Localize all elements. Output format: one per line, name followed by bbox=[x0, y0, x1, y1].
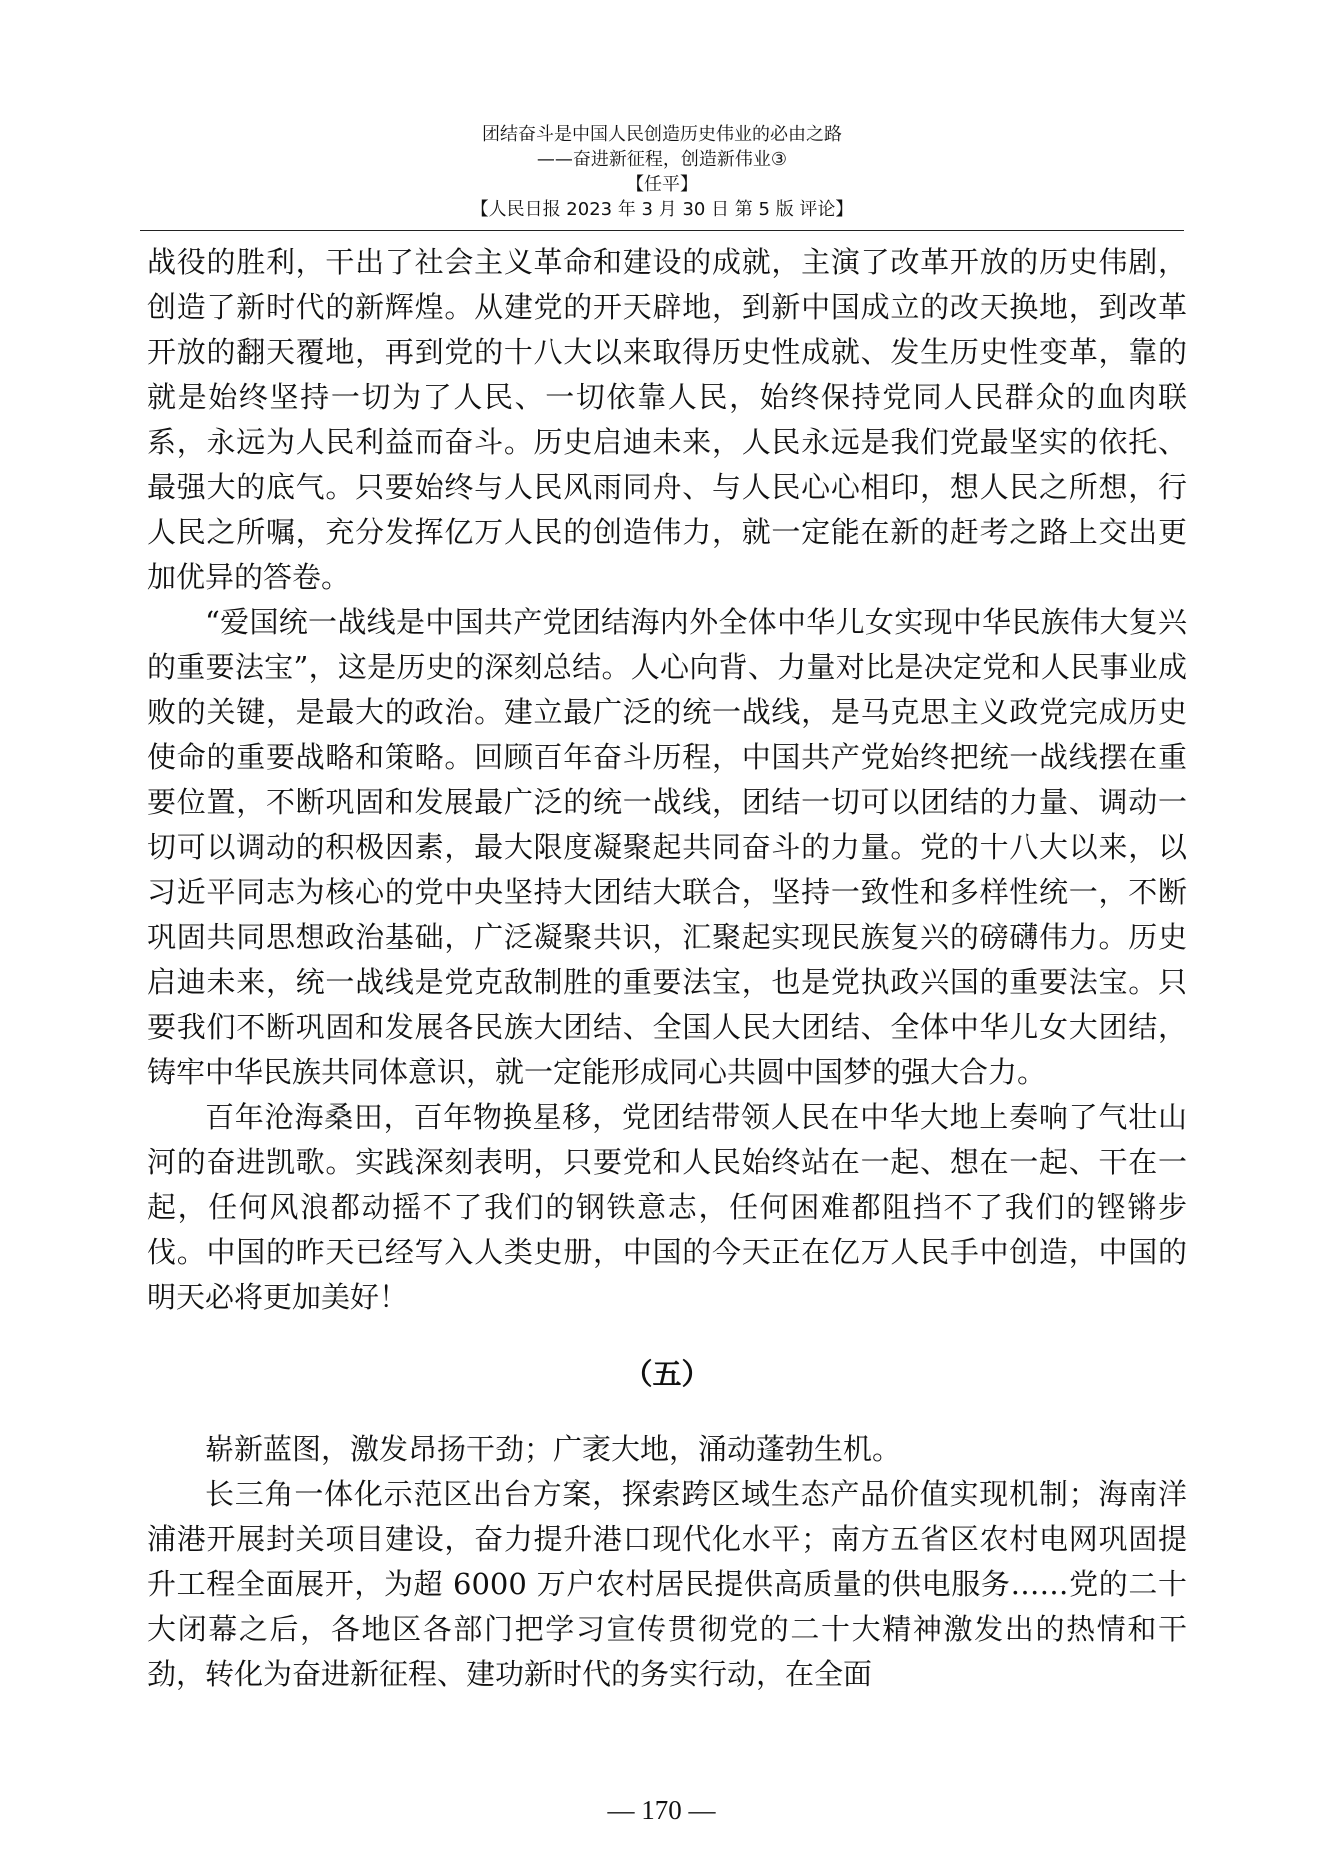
paragraph-united-front: “爱国统一战线是中国共产党团结海内外全体中华儿女实现中华民族伟大复兴的重要法宝”，这是历史的深刻总结。人心向背、力量对比是决定党和人民事业成败的关键，是最大的政治。建立最广泛的统一战线，是马克思主义政党完成历史使命的重要战略和策略。回顾百年奋斗历程，中国共产党始终把统一战线摆在重要位置，不断巩固和发展最广泛的统一战线，团结一切可以团结的力量、调动一切可以调动的积极因素，最大限度凝聚起共同奋斗的力量。党的十八大以来，以习近平同志为核心的党中央坚持大团结大联合，坚持一致性和多样性统一，不断巩固共同思想政治基础，广泛凝聚共识，汇聚起实现民族复兴的磅礴伟力。历史启迪未来，统一战线是党克敌制胜的重要法宝，也是党执政兴国的重要法宝。只要我们不断巩固和发展各民族大团结、全国人民大团结、全体中华儿女大团结，铸牢中华民族共同体意识，就一定能形成同心共圆中国梦的强大合力。 bbox=[147, 605, 1187, 1089]
page-number: — 170 — bbox=[607, 1795, 716, 1825]
article-body bbox=[147, 240, 1187, 1697]
article-title: 团结奋斗是中国人民创造历史伟业的必由之路 bbox=[482, 124, 842, 145]
article-author: 【任平】 bbox=[626, 174, 698, 195]
paragraph-regional-actions: 长三角一体化示范区出台方案，探索跨区域生态产品价值实现机制；海南洋浦港开展封关项目建设，奋力提升港口现代化水平；南方五省区农村电网巩固提升工程全面展开，为超 6000 万户农村居民提供高质量的供电服务……党的二十大闭幕之后，各地区各部门把学习宣传贯彻党的二十大精神激发出的热情和干劲，转化为奋进新征程、建功新时代的务实行动，在全面 bbox=[147, 1477, 1187, 1691]
paragraph-blueprint: 崭新蓝图，激发昂扬干劲；广袤大地，涌动蓬勃生机。 bbox=[205, 1432, 902, 1466]
article-source: 【人民日报 2023 年 3 月 30 日 第 5 版 评论】 bbox=[470, 199, 854, 220]
article-subtitle: ——奋进新征程，创造新伟业③ bbox=[536, 149, 788, 170]
header-divider bbox=[140, 230, 1184, 231]
section-heading: （五） bbox=[623, 1357, 711, 1391]
paragraph-conclusion: 百年沧海桑田，百年物换星移，党团结带领人民在中华大地上奏响了气壮山河的奋进凯歌。实践深刻表明，只要党和人民始终站在一起、想在一起、干在一起，任何风浪都动摇不了我们的钢铁意志，任何困难都阻挡不了我们的铿锵步伐。中国的昨天已经写入人类史册，中国的今天正在亿万人民手中创造，中国的明天必将更加美好！ bbox=[147, 1100, 1187, 1314]
document-header bbox=[140, 122, 1184, 222]
paragraph-continued: 战役的胜利，干出了社会主义革命和建设的成就，主演了改革开放的历史伟剧，创造了新时代的新辉煌。从建党的开天辟地，到新中国成立的改天换地，到改革开放的翻天覆地，再到党的十八大以来取得历史性成就、发生历史性变革，靠的就是始终坚持一切为了人民、一切依靠人民，始终保持党同人民群众的血肉联系，永远为人民利益而奋斗。历史启迪未来，人民永远是我们党最坚实的依托、最强大的底气。只要始终与人民风雨同舟、与人民心心相印，想人民之所想，行人民之所嘱，充分发挥亿万人民的创造伟力，就一定能在新的赶考之路上交出更加优异的答卷。 bbox=[147, 245, 1187, 594]
